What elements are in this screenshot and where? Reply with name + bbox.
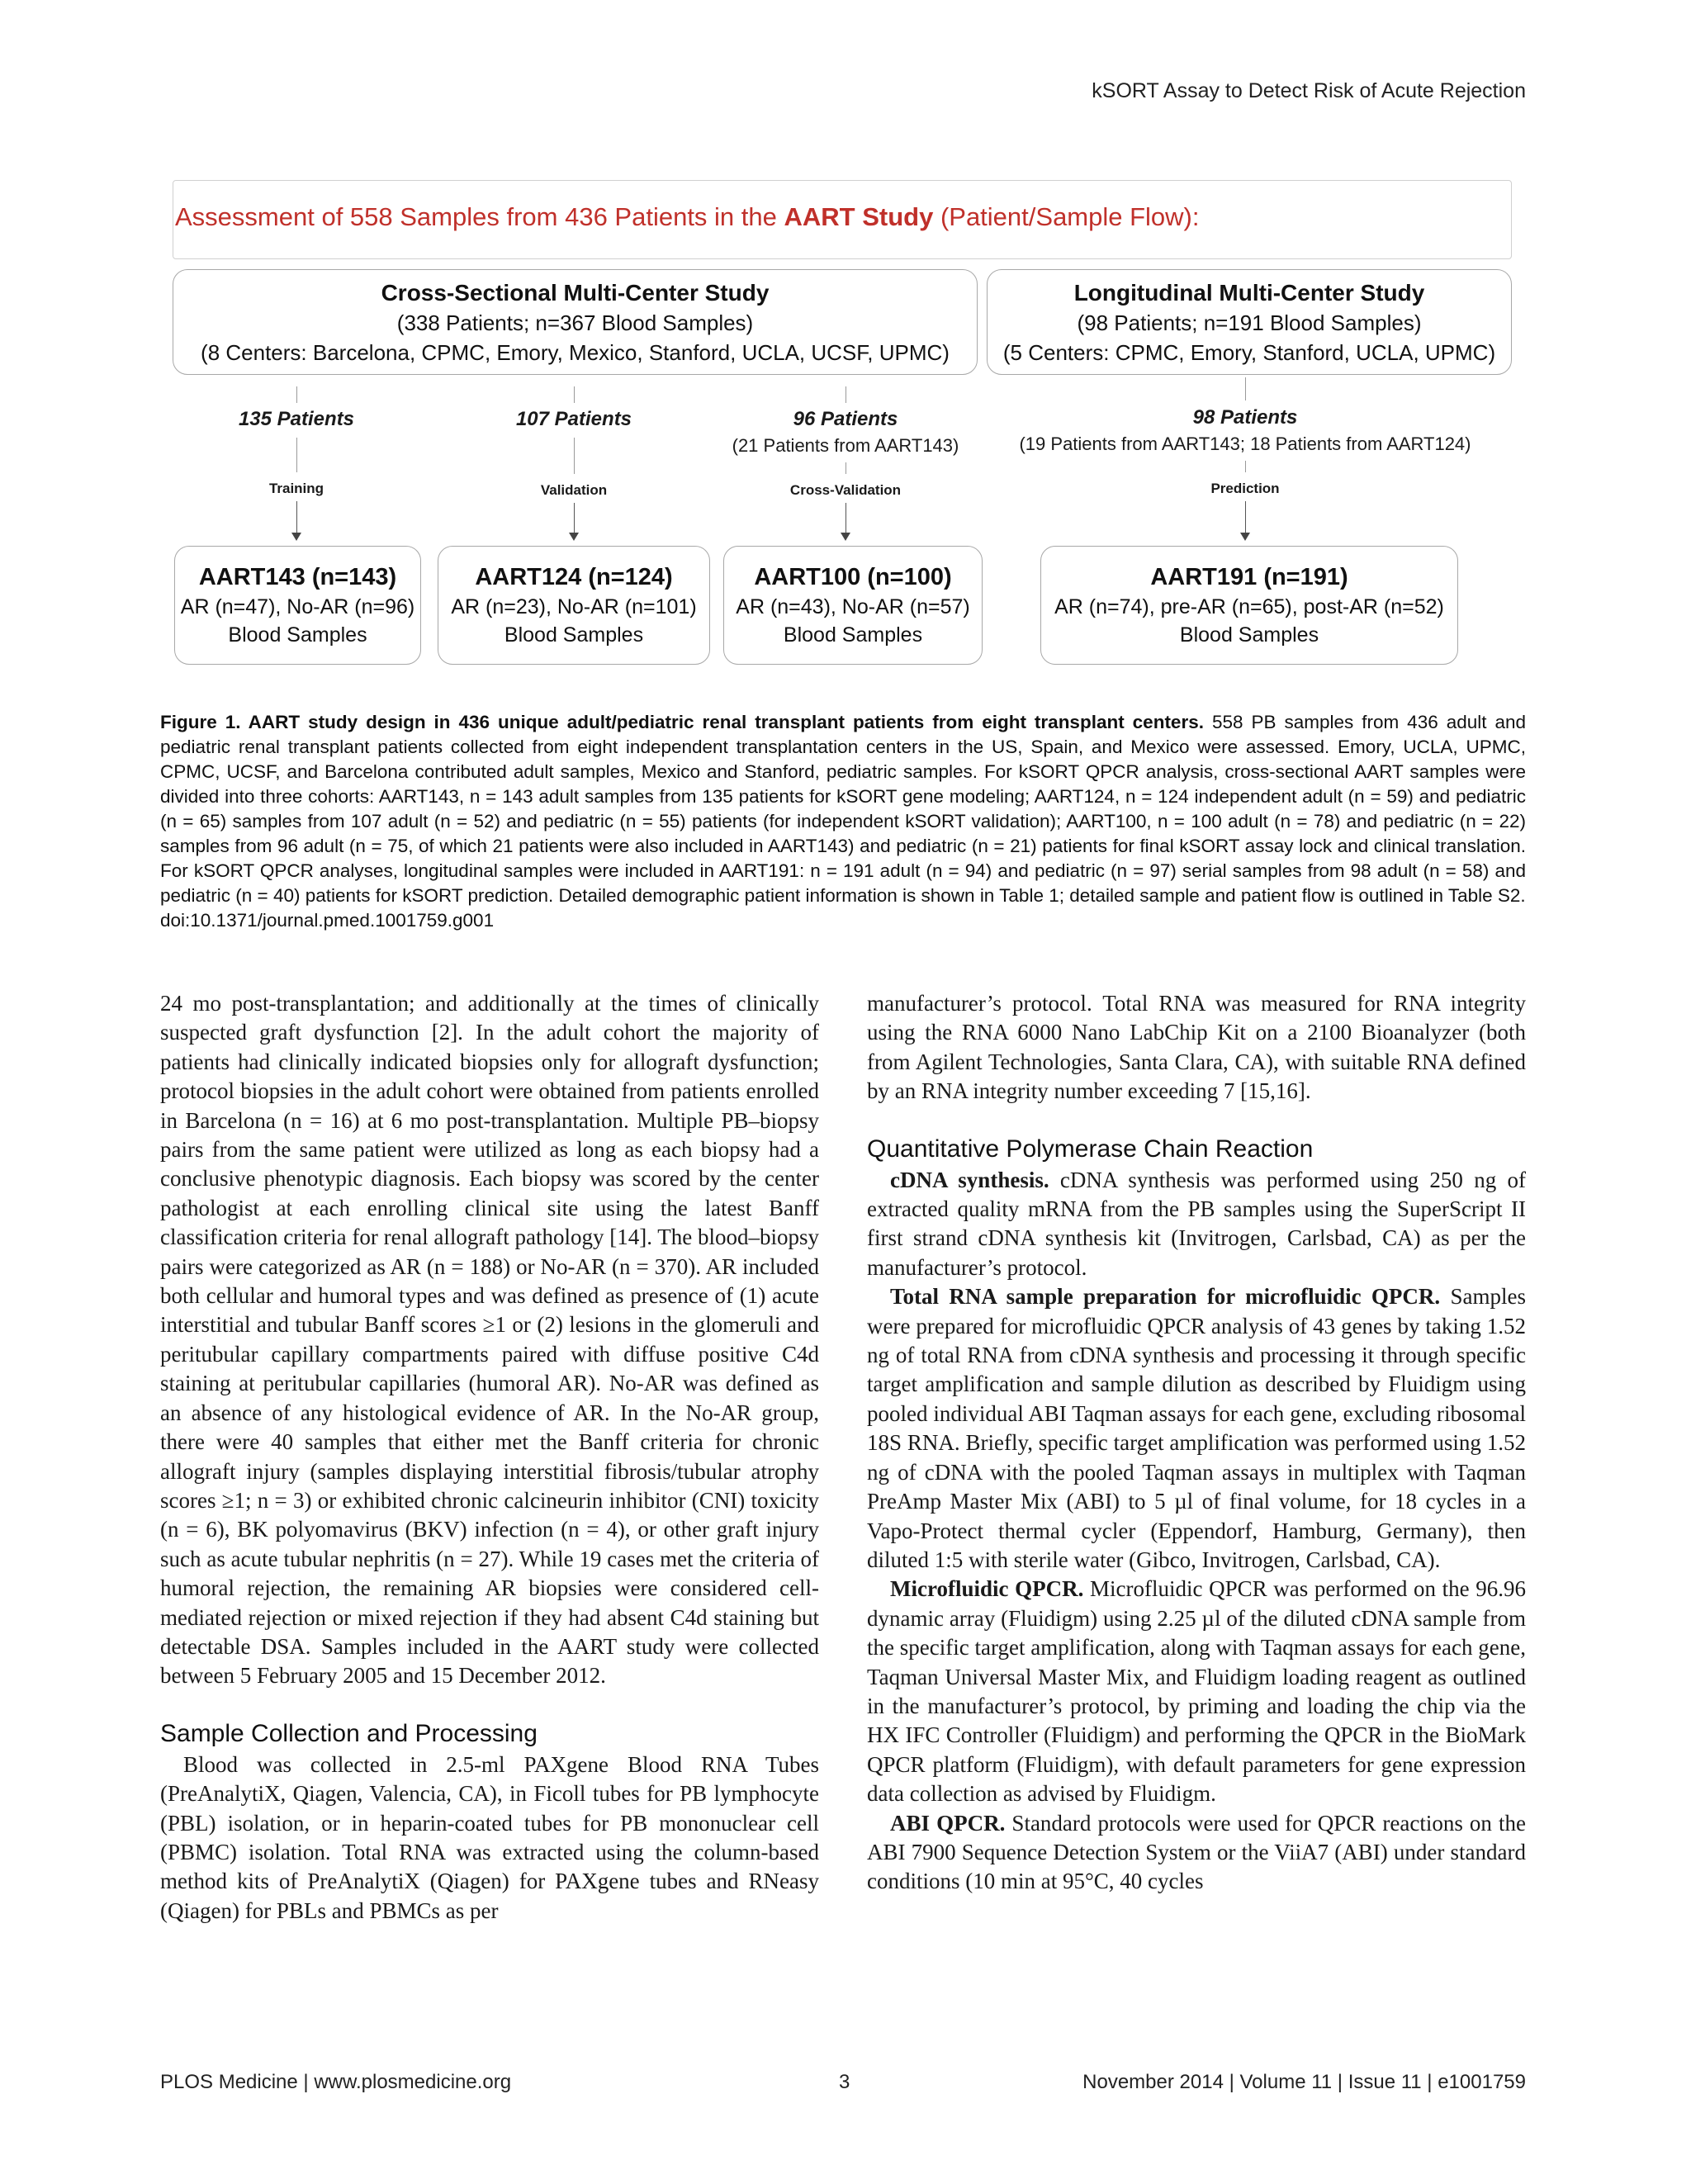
footer-page-number: 3 (839, 2071, 850, 2093)
section-heading: Sample Collection and Processing (160, 1719, 538, 1747)
subsection-title: cDNA synthesis. (890, 1167, 1049, 1192)
caption-doi: doi:10.1371/journal.pmed.1001759.g001 (160, 910, 495, 931)
paragraph-text: Standard protocols were used for QPCR reactions on the ABI 7900 Sequence Detection System or the ViiA7 (ABI) under standard conditions (10 min at 95°C, 40 cycles (867, 1810, 1526, 1894)
subsection-title: Microfluidic QPCR. (890, 1576, 1084, 1602)
cohort-box-aart143 (174, 546, 421, 665)
connector-line (1245, 377, 1246, 400)
body-paragraph: Blood was collected in 2.5-ml PAXgene Blood RNA Tubes (PreAnalytiX, Qiagen, Valencia, CA), in Ficoll tubes for PB lymphocyte (PBL) isolation, or in heparin-coated tubes for PB mononuclear cell (PBMC) isolation. Total RNA was extracted using the column-based method kits of PreAnalytiX (Qiagen) for PAXgene tubes and RNeasy (Qiagen) for PBLs and PBMCs as per (160, 1751, 819, 1923)
cross-sectional-study-box (173, 269, 978, 375)
branch-patients: 135 Patients (238, 408, 355, 430)
running-title: kSORT Assay to Detect Risk of Acute Rejection (1092, 79, 1526, 102)
branch-label: Prediction (1210, 481, 1280, 496)
connector-line (574, 386, 575, 403)
cohort-box-aart100 (723, 546, 983, 665)
cohort-name: AART100 (n=100) (754, 564, 952, 590)
flow-arrow (1245, 501, 1246, 539)
right-column (867, 989, 1526, 1897)
body-paragraph (867, 1166, 1526, 1283)
cohort-groups: AR (n=43), No-AR (n=57) (736, 595, 970, 618)
connector-line (296, 438, 297, 472)
branch-patients: 107 Patients (515, 408, 632, 430)
figure-caption (160, 710, 1526, 933)
connector-line (1245, 461, 1246, 472)
paragraph-text: Microfluidic QPCR was performed on the 96.96 dynamic array (Fluidigm) using 2.25 µl of the diluted cDNA sample from the specific target amplification, along with Taqman assays for each gene, Taqman Universal Master Mix, and Fluidigm loading reagent as outlined in the manufacturer’s protocol, by priming and loading the chip via the HX IFC Controller (Fluidigm) and performing the QPCR in the BioMark QPCR platform (Fluidigm), with default parameters for gene expression data collection as advised by Fluidigm. (867, 1576, 1526, 1807)
cohort-groups: AR (n=23), No-AR (n=101) (451, 595, 697, 618)
cohort-samples: Blood Samples (228, 623, 367, 647)
longitudinal-study-box (987, 269, 1512, 375)
branch-patients: 96 Patients (793, 408, 898, 430)
footer-journal: PLOS Medicine | www.plosmedicine.org (160, 2071, 512, 2093)
branch-subnote: (19 Patients from AART143; 18 Patients from AART124) (1019, 433, 1471, 454)
body-paragraph (867, 1575, 1526, 1808)
cross-sectional-counts: (338 Patients; n=367 Blood Samples) (396, 310, 754, 335)
branch-label: Training (268, 481, 324, 496)
branch-patients: 98 Patients (1192, 406, 1298, 429)
cohort-box-aart191 (1040, 546, 1458, 665)
connector-line (296, 386, 297, 403)
subsection-title: ABI QPCR. (890, 1810, 1006, 1836)
longitudinal-centers: (5 Centers: CPMC, Emory, Stanford, UCLA, UPMC) (1002, 340, 1496, 365)
cross-sectional-centers: (8 Centers: Barcelona, CPMC, Emory, Mexico, Stanford, UCLA, UCSF, UPMC) (201, 340, 950, 365)
cohort-box-aart124 (438, 546, 710, 665)
section-heading: Quantitative Polymerase Chain Reaction (867, 1135, 1314, 1163)
connector-line (574, 438, 575, 474)
footer-issue: November 2014 | Volume 11 | Issue 11 | e1001759 (1082, 2071, 1526, 2093)
branch-label: Validation (540, 482, 608, 498)
branch-subnote: (21 Patients from AART143) (732, 435, 959, 456)
branch-label: Cross-Validation (789, 482, 902, 498)
paragraph-text: cDNA synthesis was performed using 250 ng of extracted quality mRNA from the PB samples using the SuperScript II first strand cDNA synthesis kit (Invitrogen, Carlsbad, CA) as per the manufacturer’s protocol. (867, 1167, 1526, 1280)
caption-text: 558 PB samples from 436 adult and pediatric renal transplant patients collected from eight independent transplantation centers in the US, Spain, and Mexico were assessed. Emory, UCLA, UPMC, CPMC, UCSF, and Barcelona contributed adult samples, Mexico and Stanford, pediatric samples. For kSORT QPCR analysis, cross-sectional AART samples were divided into three cohorts: AART143, n = 143 adult samples from 135 patients for kSORT gene modeling; AART124, n = 124 independent adult (n = 59) and pediatric (n = 65) samples from 107 adult (n = 52) and pediatric (n = 55) patients (for independent kSORT validation); AART100, n = 100 adult (n = 78) and pediatric (n = 22) samples from 96 adult (n = 75, of which 21 patients were also included in AART143) and pediatric (n = 21) patients for final kSORT assay lock and clinical translation. For kSORT QPCR analyses, longitudinal samples were included in AART191: n = 191 adult (n = 94) and pediatric (n = 97) serial samples from 98 adult (n = 58) and pediatric (n = 40) patients for kSORT prediction. Detailed demographic patient information is shown in Table 1; detailed sample and patient flow is outlined in Table S2. (160, 712, 1526, 906)
caption-title: Figure 1. AART study design in 436 unique adult/pediatric renal transplant patients from eight transplant centers. (160, 712, 1204, 732)
figure-title-bold: AART Study (784, 202, 934, 231)
cohort-samples: Blood Samples (783, 623, 923, 647)
cohort-groups: AR (n=47), No-AR (n=96) (180, 595, 415, 618)
cross-sectional-title: Cross-Sectional Multi-Center Study (381, 280, 770, 306)
subsection-title: Total RNA sample preparation for microfluidic QPCR. (890, 1284, 1441, 1310)
cohort-name: AART124 (n=124) (475, 564, 673, 590)
figure-title-prefix: Assessment of 558 Samples from 436 Patients in the (175, 202, 784, 231)
body-paragraph (867, 1809, 1526, 1897)
longitudinal-counts: (98 Patients; n=191 Blood Samples) (1077, 310, 1422, 335)
cohort-name: AART143 (n=143) (198, 564, 397, 590)
figure-title-suffix: (Patient/Sample Flow): (933, 202, 1200, 231)
cohort-samples: Blood Samples (504, 623, 644, 647)
cohort-samples: Blood Samples (1179, 623, 1319, 647)
cohort-groups: AR (n=74), pre-AR (n=65), post-AR (n=52) (1054, 595, 1444, 618)
body-paragraph (867, 1282, 1526, 1575)
flow-arrow (296, 501, 297, 539)
paragraph-text: Samples were prepared for microfluidic QPCR analysis of 43 genes by taking 1.52 ng of total RNA from cDNA synthesis and processing it through specific target amplification and sample dilution as described by Fluidigm using pooled individual ABI Taqman assays for each gene, excluding ribosomal 18S RNA. Briefly, specific target amplification was performed using 1.52 ng of cDNA with the pooled Taqman assays in multiplex with Taqman PreAmp Master Mix (ABI) to 5 µl of final volume, for 18 cycles in a Vapo-Protect thermal cycler (Eppendorf, Hamburg, Germany), then diluted 1:5 with sterile water (Gibco, Invitrogen, Carlsbad, CA). (867, 1284, 1527, 1572)
left-column (160, 989, 819, 1926)
longitudinal-title: Longitudinal Multi-Center Study (1073, 280, 1425, 306)
figure-title (173, 180, 1512, 259)
body-paragraph: 24 mo post-transplantation; and additionally at the times of clinically suspected graft dysfunction [2]. In the adult cohort the majority of patients had clinically indicated biopsies only for allograft dysfunction; protocol biopsies in the adult cohort were obtained from patients enrolled in Barcelona (n = 16) at 6 mo post-transplantation. Multiple PB–biopsy pairs from the same patient were utilized as long as each biopsy had a conclusive phenotypic diagnosis. Each biopsy was scored by the center pathologist at each enrolling clinical site using the latest Banff classification criteria for renal allograft pathology [14]. The blood–biopsy pairs were categorized as AR (n = 188) or No-AR (n = 370). AR included both cellular and humoral types and was defined as presence of (1) acute interstitial and tubular Banff scores ≥1 or (2) lesions in the glomeruli and peritubular capillary compartments paired with diffuse positive C4d staining at peritubular capillaries (humoral AR). No-AR was defined as an absence of any histological evidence of AR. In the No-AR group, there were 40 samples that either met the Banff criteria for chronic allograft injury (samples displaying interstitial fibrosis/tubular atrophy scores ≥1; n = 3) or exhibited chronic calcineurin inhibitor (CNI) toxicity (n = 6), BK polyomavirus (BKV) infection (n = 4), or other graft injury such as acute tubular nephritis (n = 27). While 19 cases met the criteria of humoral rejection, the remaining AR biopsies were considered cell-mediated rejection or mixed rejection if they had absent C4d staining but detectable DSA. Samples included in the AART study were collected between 5 February 2005 and 15 December 2012. (160, 991, 820, 1689)
cohort-name: AART191 (n=191) (1150, 564, 1348, 590)
body-paragraph: manufacturer’s protocol. Total RNA was measured for RNA integrity using the RNA 6000 Nano LabChip Kit on a 2100 Bioanalyzer (both from Agilent Technologies, Santa Clara, CA), with suitable RNA defined by an RNA integrity number exceeding 7 [15,16]. (867, 991, 1526, 1104)
flow-arrow (574, 503, 575, 539)
